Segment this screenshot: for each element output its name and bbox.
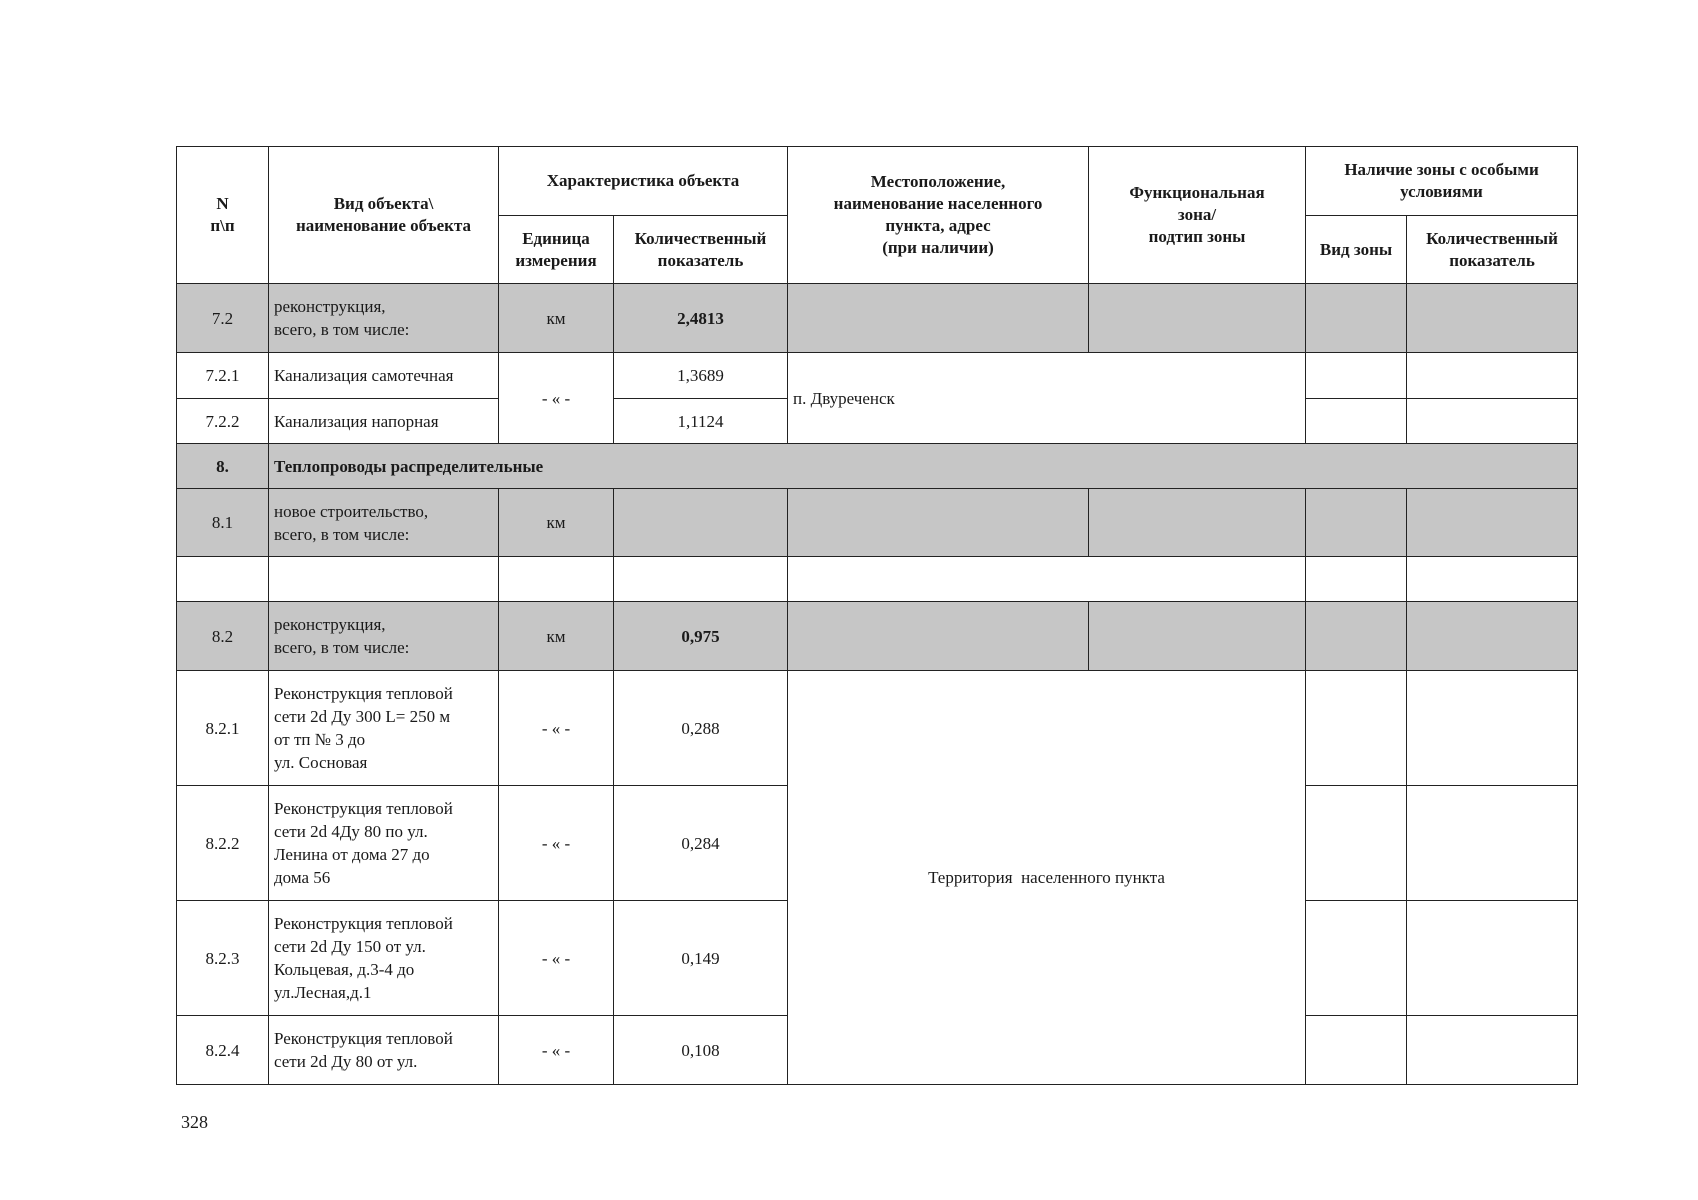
row-name: Канализация напорная	[269, 399, 499, 444]
row-unit: - « -	[499, 901, 614, 1016]
header-characteristic: Характеристика объекта	[499, 147, 788, 216]
row-quantity: 0,108	[614, 1016, 788, 1085]
row-num: 8.2.1	[177, 671, 269, 786]
row-zone-kind	[1306, 901, 1407, 1016]
row-num: 8.1	[177, 489, 269, 557]
row-num: 7.2.2	[177, 399, 269, 444]
row-name: Реконструкция тепловой сети 2d 4Ду 80 по ул. Ленина от дома 27 до дома 56	[269, 786, 499, 901]
row-quantity: 0,288	[614, 671, 788, 786]
row-quantity: 2,4813	[614, 284, 788, 353]
row-location	[788, 602, 1089, 671]
table-row	[177, 284, 1578, 353]
header-zone: Функциональная зона/ подтип зоны	[1089, 147, 1306, 284]
row-num: 8.2.3	[177, 901, 269, 1016]
row-unit: км	[499, 284, 614, 353]
header-location: Местоположение, наименование населенного пункта, адрес (при наличии)	[788, 147, 1089, 284]
header-zone-kind: Вид зоны	[1306, 216, 1407, 284]
empty-row	[177, 557, 1578, 602]
row-quantity	[614, 489, 788, 557]
row-name: новое строительство, всего, в том числе:	[269, 489, 499, 557]
row-num: 8.2	[177, 602, 269, 671]
header-zone-quantity: Количественный показатель	[1407, 216, 1578, 284]
row-name: Канализация самотечная	[269, 353, 499, 399]
header-row-1	[177, 147, 1578, 216]
row-zone	[1089, 284, 1306, 353]
header-quantity: Количественный показатель	[614, 216, 788, 284]
row-zone	[1089, 602, 1306, 671]
row-zone-kind	[1306, 353, 1407, 399]
page-number: 328	[181, 1112, 208, 1132]
row-name: реконструкция, всего, в том числе:	[269, 602, 499, 671]
row-name: реконструкция, всего, в том числе:	[269, 284, 499, 353]
row-zone-kind	[1306, 786, 1407, 901]
row-unit: км	[499, 602, 614, 671]
header-special-zone: Наличие зоны с особыми условиями	[1306, 147, 1578, 216]
row-zone-kind	[1306, 671, 1407, 786]
row-zone-kind	[1306, 284, 1407, 353]
header-unit: Единица измерения	[499, 216, 614, 284]
section-row	[177, 444, 1578, 489]
row-zone-quantity	[1407, 671, 1578, 786]
row-unit: - « -	[499, 786, 614, 901]
row-location: Территория населенного пункта	[788, 671, 1306, 1085]
row-quantity: 1,3689	[614, 353, 788, 399]
header-kind: Вид объекта\ наименование объекта	[269, 147, 499, 284]
table-row	[177, 353, 1578, 399]
row-name: Реконструкция тепловой сети 2d Ду 300 L= 250 м от тп № 3 до ул. Сосновая	[269, 671, 499, 786]
header-num: N п\п	[177, 147, 269, 284]
row-name: Реконструкция тепловой сети 2d Ду 80 от ул.	[269, 1016, 499, 1085]
table-row	[177, 489, 1578, 557]
row-quantity: 0,149	[614, 901, 788, 1016]
row-quantity: 0,975	[614, 602, 788, 671]
row-location	[788, 284, 1089, 353]
row-zone-quantity	[1407, 901, 1578, 1016]
row-zone-quantity	[1407, 602, 1578, 671]
row-num: 7.2	[177, 284, 269, 353]
row-location	[788, 489, 1089, 557]
row-num: 7.2.1	[177, 353, 269, 399]
row-unit: - « -	[499, 353, 614, 444]
row-zone-quantity	[1407, 399, 1578, 444]
section-title: Теплопроводы распределительные	[269, 444, 1578, 489]
row-quantity: 1,1124	[614, 399, 788, 444]
row-name: Реконструкция тепловой сети 2d Ду 150 от ул. Кольцевая, д.3-4 до ул.Лесная,д.1	[269, 901, 499, 1016]
row-unit: - « -	[499, 1016, 614, 1085]
section-num: 8.	[177, 444, 269, 489]
row-zone-kind	[1306, 1016, 1407, 1085]
row-num: 8.2.4	[177, 1016, 269, 1085]
row-zone-quantity	[1407, 353, 1578, 399]
row-zone-quantity	[1407, 1016, 1578, 1085]
row-unit: км	[499, 489, 614, 557]
row-zone-kind	[1306, 489, 1407, 557]
row-quantity: 0,284	[614, 786, 788, 901]
row-unit: - « -	[499, 671, 614, 786]
row-num: 8.2.2	[177, 786, 269, 901]
row-location: п. Двуреченск	[788, 353, 1306, 444]
objects-table	[176, 146, 1578, 1085]
row-zone-quantity	[1407, 786, 1578, 901]
row-zone-kind	[1306, 399, 1407, 444]
row-zone-quantity	[1407, 284, 1578, 353]
table-row	[177, 602, 1578, 671]
table-row	[177, 671, 1578, 786]
row-zone-quantity	[1407, 489, 1578, 557]
row-zone-kind	[1306, 602, 1407, 671]
row-zone	[1089, 489, 1306, 557]
